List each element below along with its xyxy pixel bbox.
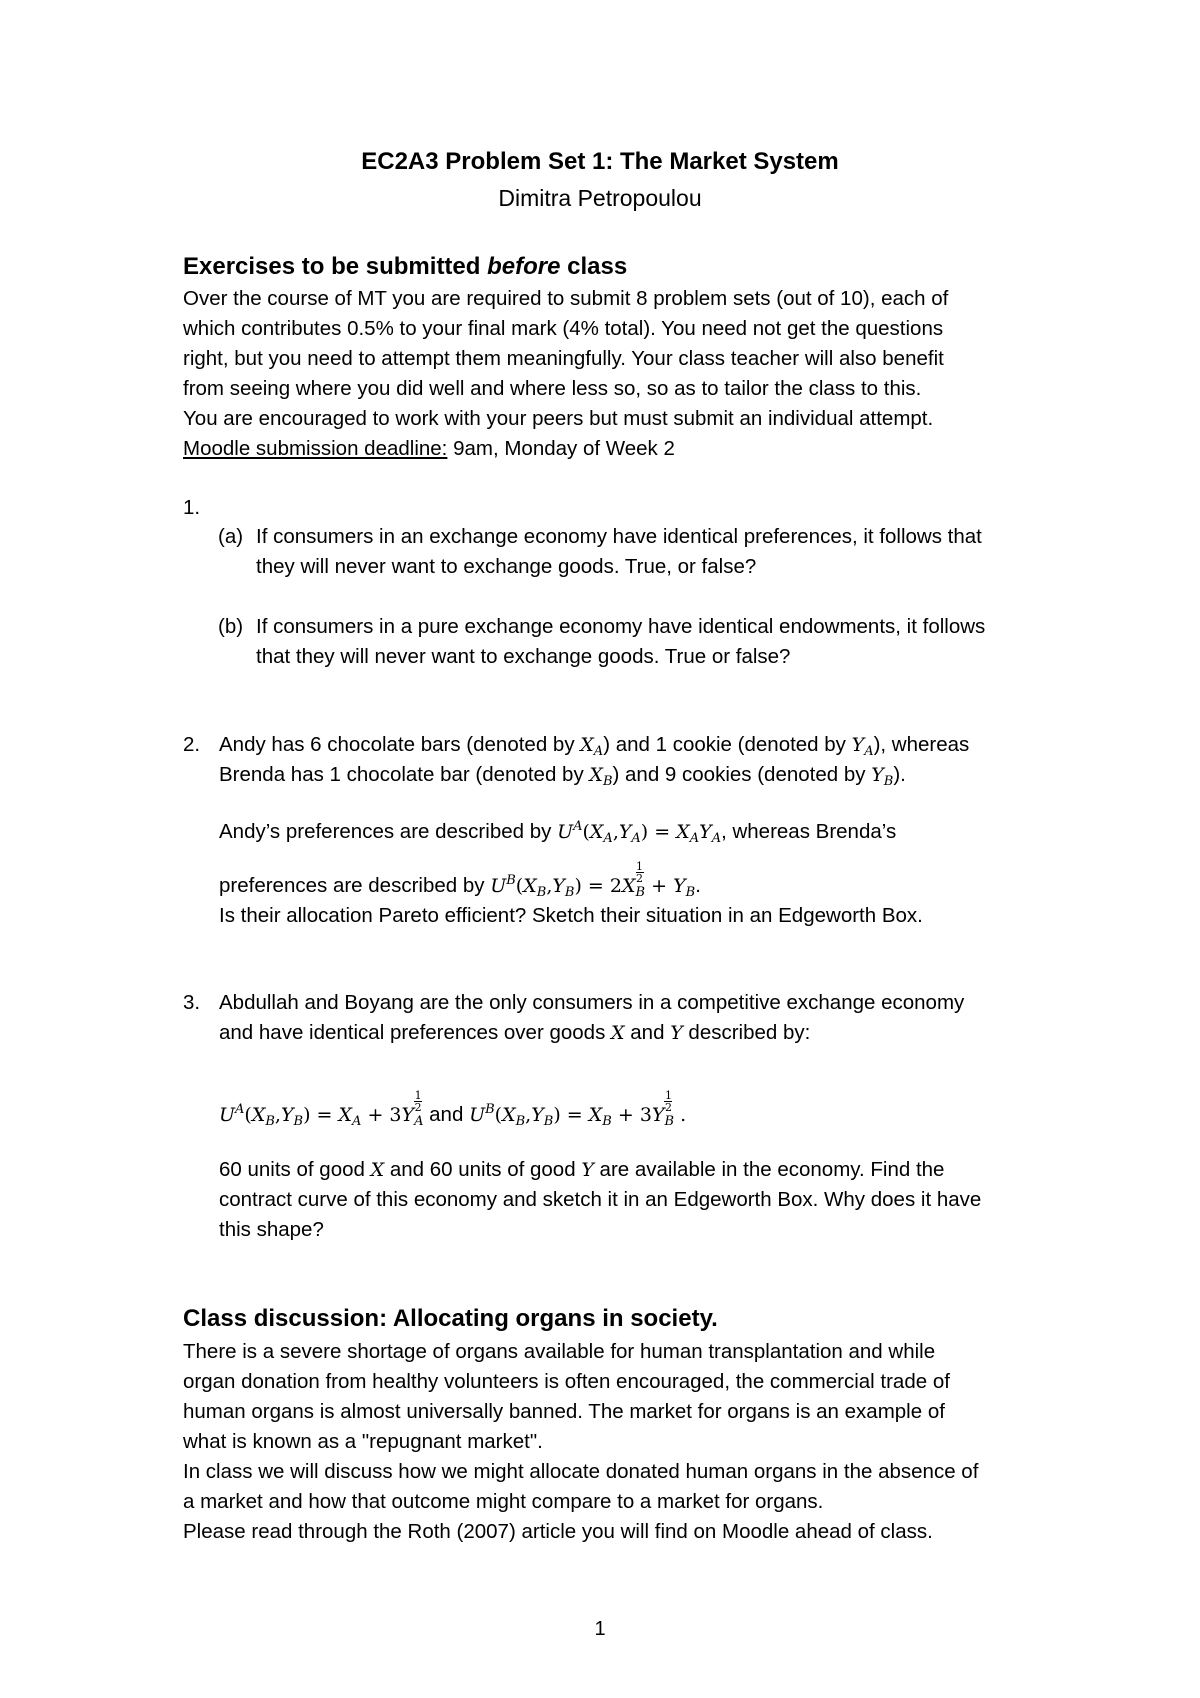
question-3-text: [219, 988, 1069, 1048]
discussion-line: There is a severe shortage of organs available for human transplantation and while: [183, 1340, 936, 1363]
document-title: EC2A3 Problem Set 1: The Market System: [361, 148, 839, 175]
discussion-line: a market and how that outcome might compare to a market for organs.: [183, 1490, 824, 1513]
question-line: If consumers in a pure exchange economy have identical endowments, it follows: [256, 615, 986, 638]
utility-equations: $U^A(X_B,Y_B) = X_A + 3Y$ $\frac{1}{2}$ $_A$ and $U^B(X_B,Y_B) = X_B + 3Y$ $\frac{1}{2}$ $_B$ .: [219, 1089, 687, 1129]
discussion-line: In class we will discuss how we might allocate donated human organs in the absence of: [183, 1460, 979, 1483]
question-3-task: [219, 1155, 1069, 1245]
discussion-line: what is known as a "repugnant market".: [183, 1430, 543, 1453]
intro-line: You are encouraged to work with your peers but must submit an individual attempt.: [183, 407, 934, 430]
document-author: Dimitra Petropoulou: [498, 185, 702, 211]
question-line: contract curve of this economy and sketch it in an Edgeworth Box. Why does it have: [219, 1188, 982, 1211]
question-line: that they will never want to exchange goods. True or false?: [256, 645, 791, 668]
intro-paragraph: [183, 284, 1063, 464]
question-2-text: [219, 730, 1069, 790]
question-2-preferences: [219, 817, 1069, 931]
section-heading-discussion: Class discussion: Allocating organs in society.: [183, 1305, 718, 1332]
question-line: Andy’s preferences are described by $U^A(X_A,Y_A) = X_AY_A$, whereas Brenda’s: [219, 819, 897, 846]
intro-line: which contributes 0.5% to your final mark (4% total). You need not get the questions: [183, 317, 944, 340]
question-line: If consumers in an exchange economy have identical preferences, it follows that: [256, 525, 982, 548]
question-1a-label: (a): [218, 525, 244, 548]
question-3-equation: [219, 1090, 1069, 1130]
deadline-value: 9am, Monday of Week 2: [447, 437, 675, 460]
question-1a-text: [256, 522, 1076, 582]
question-line: this shape?: [219, 1218, 324, 1241]
question-1-number: 1.: [183, 496, 201, 519]
intro-line: right, but you need to attempt them meaningfully. Your class teacher will also benefit: [183, 347, 944, 370]
question-1b-label: (b): [218, 615, 244, 638]
question-2-number: 2.: [183, 733, 201, 756]
discussion-line: Please read through the Roth (2007) article you will find on Moodle ahead of class.: [183, 1520, 933, 1543]
question-3-number: 3.: [183, 991, 201, 1014]
deadline-line: [183, 434, 1063, 464]
question-line: and have identical preferences over goods X and Y described by:: [219, 1021, 811, 1044]
intro-line: from seeing where you did well and where less so, so as to tailor the class to this.: [183, 377, 922, 400]
question-line: Andy has 6 chocolate bars (denoted by $X_A$) and 1 cookie (denoted by $Y_A$), whereas: [219, 733, 970, 759]
question-line: Is their allocation Pareto efficient? Sketch their situation in an Edgeworth Box.: [219, 904, 923, 927]
discussion-line: organ donation from healthy volunteers is often encouraged, the commercial trade of: [183, 1370, 950, 1393]
deadline-label: Moodle submission deadline:: [183, 437, 448, 460]
question-line: they will never want to exchange goods. True, or false?: [256, 555, 757, 578]
question-line: preferences are described by $U^B(X_B,Y_B) = 2X$ $\frac{1}{2}$ $_B + Y_B$.: [219, 860, 701, 900]
page-number: 1: [594, 1618, 606, 1640]
section-heading-exercises: Exercises to be submitted before class: [183, 253, 628, 280]
utility-brenda: $U^B(X_B,Y_B) = 2X$ $\frac{1}{2}$ $_B + Y_B$: [490, 860, 696, 900]
question-line: Brenda has 1 chocolate bar (denoted by $X_B$) and 9 cookies (denoted by $Y_B$).: [219, 763, 906, 789]
discussion-paragraph: [183, 1337, 1063, 1547]
question-line: 60 units of good X and 60 units of good Y are available in the economy. Find the: [219, 1158, 945, 1181]
question-1b-text: [256, 612, 1076, 672]
utility-andy: $U^A(X_A,Y_A) = X_AY_A$: [557, 819, 722, 846]
intro-line: Over the course of MT you are required to submit 8 problem sets (out of 10), each of: [183, 287, 949, 310]
discussion-line: human organs is almost universally banned. The market for organs is an example of: [183, 1400, 945, 1423]
question-line: Abdullah and Boyang are the only consumers in a competitive exchange economy: [219, 991, 965, 1014]
